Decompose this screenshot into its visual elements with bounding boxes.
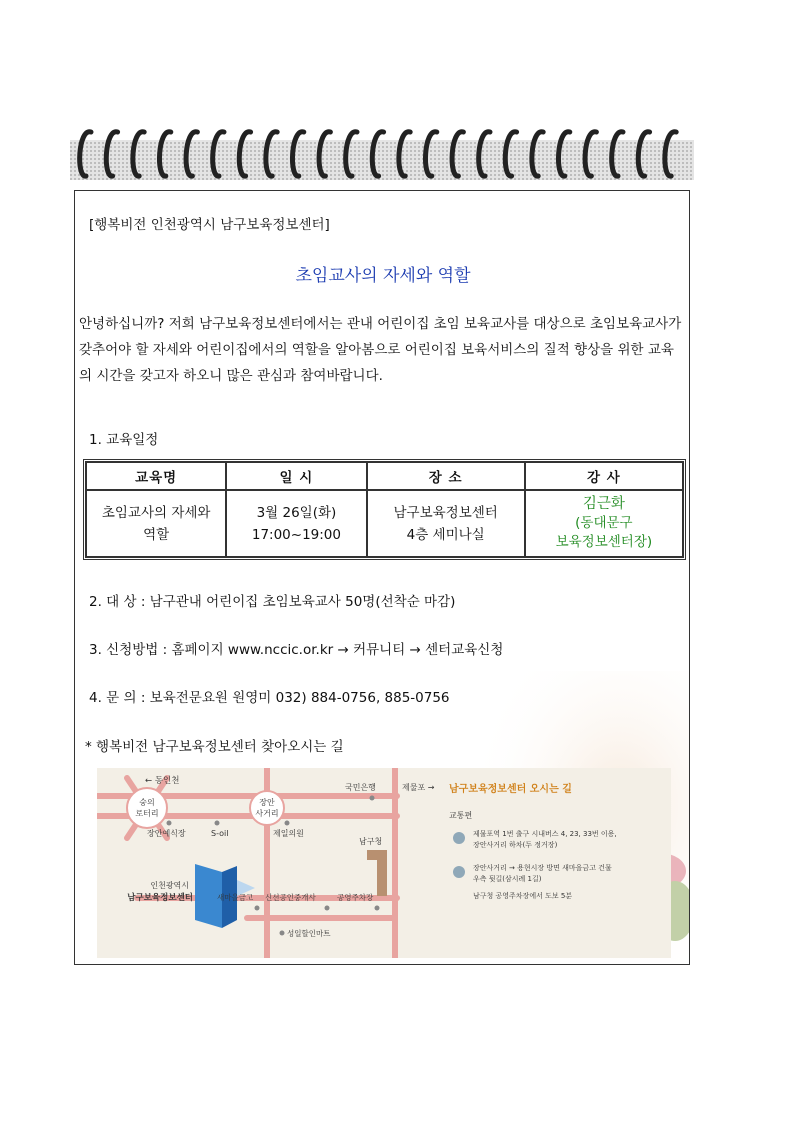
- cell-course: [86, 490, 226, 557]
- label-soil: S-oil: [211, 829, 229, 838]
- label-center-2: 남구보육정보센터: [127, 893, 193, 903]
- table-row: [86, 490, 683, 557]
- col-header-course: 교육명: [86, 462, 226, 490]
- page-title: 초임교사의 자세와 역할: [295, 266, 471, 286]
- label-jemulpo: 제물포 →: [402, 783, 435, 792]
- spiral-binding: [70, 118, 694, 190]
- date-text: 3월 26일(화): [256, 504, 337, 521]
- info-transport: 교통편: [449, 811, 473, 820]
- schedule-table: [83, 459, 686, 560]
- cell-lecturer: [525, 490, 683, 557]
- label-jangan-1: 장안: [259, 798, 275, 807]
- info-car-2: 우측 뒷길(삼시례 1길): [473, 875, 542, 883]
- contact-line: 4. 문 의 : 보육전문요원 원영미 032) 884-0756, 885-0756: [89, 690, 450, 706]
- intro-paragraph: 안녕하십니까? 저희 남구보육정보센터에서는 관내 어린이집 초임 보육교사를 대상으로 초임보육교사가 갖추어야 할 자세와 어린이집에서의 역할을 알아봄으로 어린이집 보육서비스의 질적 향상을 위한 교육의 시간을 갖고자 하오니 많은 관심과 참여바랍니다.: [79, 316, 682, 384]
- label-bank: 새마을금고: [217, 893, 254, 902]
- lecturer-line3: 보육정보센터장): [555, 534, 653, 550]
- apply-line: 3. 신청방법 : 홈페이지 www.nccic.or.kr → 커뮤니티 → 센터교육신청: [89, 642, 504, 658]
- info-parking-note: 남구청 공영주차장에서 도보 5분: [473, 892, 573, 900]
- label-mart: 성일할인마트: [287, 929, 331, 938]
- col-header-lecturer: 강 사: [525, 462, 683, 490]
- label-kookmin: 국민은행: [345, 783, 376, 792]
- place-line2: 4층 세미나실: [406, 526, 485, 543]
- info-title: 남구보육정보센터 오시는 길: [449, 784, 572, 795]
- lecturer-name: 김근화: [582, 496, 625, 512]
- lecturer-line2: (동대문구: [575, 515, 633, 531]
- info-subway-2: 장안사거리 하차(두 정거장): [473, 841, 558, 849]
- directions-map: [97, 768, 671, 958]
- car-icon: [453, 866, 465, 878]
- table-header-row: [86, 462, 683, 490]
- label-sungui-1: 숭의: [139, 798, 155, 807]
- time-text: 17:00~19:00: [251, 526, 341, 543]
- roundabout-sungui: [127, 788, 167, 828]
- label-center-1: 인천광역시: [150, 881, 189, 890]
- label-namgu-office: 남구청: [359, 837, 383, 846]
- target-line: 2. 대 상 : 남구관내 어린이집 초임보육교사 50명(선착순 마감): [89, 594, 456, 610]
- info-subway: 제물포역 1번 출구 시내버스 4, 23, 33번 이용,: [473, 830, 617, 838]
- col-header-datetime: 일 시: [226, 462, 366, 490]
- label-jangan-2: 사거리: [255, 809, 279, 818]
- label-sungui-2: 로터리: [135, 809, 159, 818]
- col-header-place: 장 소: [367, 462, 525, 490]
- label-restaurant: 장안예식장: [147, 829, 186, 838]
- label-parking: 공영주차장: [337, 893, 374, 902]
- cell-place: [367, 490, 525, 557]
- course-line2: 역할: [143, 526, 170, 543]
- notice-frame: [74, 190, 690, 965]
- course-line1: 초임교사의 자세와: [101, 504, 211, 521]
- bus-icon: [453, 832, 465, 844]
- intersection-jangan: [250, 791, 284, 825]
- label-broker: 신선공인중개사: [265, 893, 316, 902]
- info-car: 장안사거리 → 용현시장 방면 새마을금고 건물: [473, 864, 612, 872]
- label-clinic: 제일의원: [273, 829, 304, 838]
- label-dongin: ← 동인천: [145, 776, 180, 786]
- schedule-heading: 1. 교육일정: [89, 432, 159, 448]
- cell-datetime: [226, 490, 366, 557]
- organization-line: [행복비전 인천광역시 남구보육정보센터]: [89, 217, 330, 233]
- place-line1: 남구보육정보센터: [393, 504, 498, 521]
- directions-note: * 행복비전 남구보육정보센터 찾아오시는 길: [85, 739, 344, 755]
